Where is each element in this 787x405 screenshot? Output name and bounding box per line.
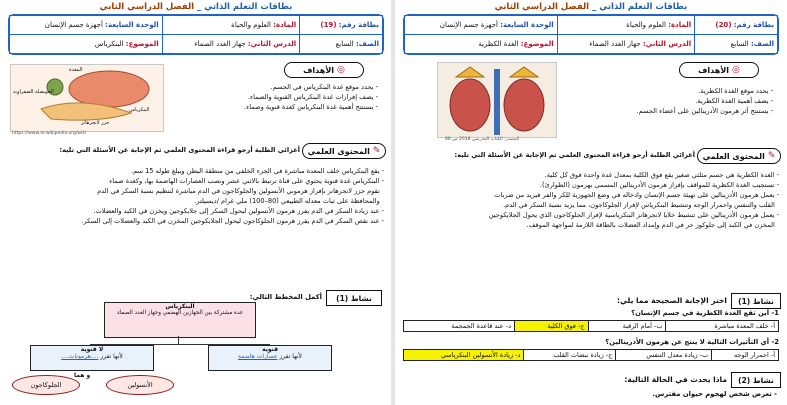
lesson-cell: الدرس الثاني: جهاز الغدد الصماء <box>557 35 694 54</box>
subject-cell: المادة: العلوم والحياة <box>557 16 694 35</box>
goal-item: - يحدد موقع الغدة الكظرية. <box>698 87 773 95</box>
kidney-drawing <box>438 63 556 137</box>
question-2: 2- أي التأثيرات التالية لا ينتج عن هرمون الأدرينالين؟ <box>605 338 779 346</box>
content-item: - يعمل هرمون الأدرينالين على تنشيط خلايا لانجرهانز البنكرياسية لإفراز الجلوكاجون الذي يحول الجلايكوجين <box>488 211 779 219</box>
diagram-node-exocrine: قنوية لأنها تفرز عصارات هاضمة <box>208 345 332 371</box>
image-label: جزر لانجرهانز <box>81 120 110 126</box>
unit-cell: الوحدة السابعة: أجهزة جسم الإنسان <box>10 16 163 35</box>
lesson-cell: الدرس الثاني: جهاز الغدد الصماء <box>162 35 299 54</box>
content-item: - عند زيادة السكر في الدم يفرز هرمون الأنسولين ليحول السكر إلى جلايكوجين ويخزن في الكبد والعضلات. <box>93 207 384 215</box>
q2-option-a[interactable]: أ- احمرار الوجه <box>712 350 779 361</box>
card-20-sheet <box>397 0 785 405</box>
goal-item: - يصف إفرازات غدة البنكرياس القنوية والصماء. <box>247 93 378 101</box>
card-number-cell: بطاقة رقم: (20) <box>695 16 778 35</box>
activity-1-label: نشاط (1) <box>326 290 382 306</box>
diagram-connector-text: و هما <box>74 372 91 379</box>
content-item: - يعمل هرمون الأدرينالين على تهيئة جسم الإنسان وادخاله في وضع الجهوزية للكر والفر فيزيد من ضربات <box>494 191 779 199</box>
content-heading: ✎ المحتوى العلمي <box>697 148 781 164</box>
subject-cell: المادة: العلوم والحياة <box>162 16 299 35</box>
image-label: الحويصلة الصفراوية <box>13 89 54 95</box>
goals-list <box>558 86 773 116</box>
oval-insulin: الأنسولين <box>106 375 174 395</box>
diagram-node-endocrine: لا قنوية لأنها تفرز ....هرمونات.... <box>30 345 154 371</box>
content-item: - عند نقص السكر في الدم يفرز هرمون الجلوكاجون ليحول الجلايكوجين المخزن في الكبد والعضلات إلى السكر. <box>81 217 384 225</box>
question-1: 1- أين تقع الغدة الكظرية في جسم الإنسان؟ <box>631 309 779 317</box>
q2-option-d[interactable]: د- زيادة الأنسولين البنكرياسي <box>404 350 524 361</box>
content-item: والمحافظة على ثبات معدله الطبيعي (80–100) ملي غرام /ديسيلتر. <box>194 197 380 205</box>
diagram-root: البنكرياس غدة مشتركة بين الجهازين الهضمي وجهاز الغدد الصماء <box>104 302 256 338</box>
book-icon: ✎ <box>767 151 776 161</box>
unit-cell: الوحدة السابعة: أجهزة جسم الإنسان <box>405 16 558 35</box>
q2-option-b[interactable]: ب- زيادة معدل التنفس <box>616 350 712 361</box>
page-divider <box>391 0 395 405</box>
case-text: - تعرض شخص لهجوم حيوان مفترس. <box>652 390 777 398</box>
oval-glucagon: الجلوكاجون <box>12 375 80 395</box>
goals-list <box>163 82 378 112</box>
instruction-text: أعزائي الطلبة أرجو قراءة المحتوى العلمي ثم الإجابة عن الأسئلة التي تليه: <box>454 151 695 159</box>
content-list <box>401 170 779 230</box>
instruction-text: أعزائي الطلبة أرجو قراءة المحتوى العلمي ثم الإجابة عن الأسئلة التي تليه: <box>59 146 300 154</box>
pancreas-illustration <box>10 64 164 132</box>
activity-2-label: نشاط (2) <box>731 372 781 388</box>
q1-option-c[interactable]: ج- فوق الكلية <box>515 321 589 332</box>
goal-item: - يستنتج أهمية غدة البنكرياس كغدة قنوية وصماء. <box>244 103 378 111</box>
q1-option-d[interactable]: د- عند قاعدة الجمجمة <box>404 321 515 332</box>
question-1-options <box>403 320 779 332</box>
goal-item: - يصف أهمية الغدة الكظرية. <box>695 97 773 105</box>
topic-cell: الموضوع: البنكرياس <box>10 35 163 54</box>
sheet-header: بطاقات التعلم الذاتي _ الفصل الدراسي الثاني <box>99 2 293 12</box>
goal-item: - يستنتج أثر هرمون الأدرينالين على أعضاء الجسم. <box>636 107 773 115</box>
target-icon: ◎ <box>732 65 740 75</box>
content-item: القلب والتنفس واحمرار الوجه وتنشيط البنكرياس لإفراز الجلوكاجون، مما يزيد نسبة السكر في الدم. <box>503 201 775 209</box>
target-icon: ◎ <box>337 65 345 75</box>
content-item: تقوم جزر لانجرهانز بإفراز هرموني الأنسولين والجلوكاجون في الدم مباشرة لتنظيم نسبة السكر في الدم <box>97 187 380 195</box>
grade-cell: الصف: السابع <box>695 35 778 54</box>
topic-cell: الموضوع: الغدة الكظرية <box>405 35 558 54</box>
activity-1-title: أكمل المخطط التالي: <box>249 293 322 301</box>
q1-option-b[interactable]: ب- أمام الرقبة <box>588 321 666 332</box>
adrenal-kidney-illustration <box>437 62 557 138</box>
activity-1-title: اختر الإجابة الصحيحة مما يلي: <box>616 296 727 305</box>
diagram-line <box>178 336 179 344</box>
grade-cell: الصف: السابع <box>300 35 383 54</box>
activity-1-label: نشاط (1) <box>731 293 781 309</box>
content-list <box>6 166 384 226</box>
q1-option-a[interactable]: أ- خلف المعدة مباشرة <box>666 321 779 332</box>
image-label: البنكرياس <box>129 107 150 113</box>
book-icon: ✎ <box>372 146 381 156</box>
activity-2-title: ماذا يحدث في الحالة التالية: <box>624 375 727 384</box>
card-19-sheet <box>2 0 390 405</box>
card-info-box <box>403 14 779 55</box>
goal-item: - يحدد موقع غدة البنكرياس في الجسم. <box>270 83 378 91</box>
content-item: المخزن في الكبد إلى جلوكوز حر في الدم وإمداد العضلات بالطاقة اللازمة لمواجهة الموقف. <box>526 221 775 229</box>
image-source: https://www.ar.wikipedia.org/wiki <box>12 131 87 136</box>
content-heading: ✎ المحتوى العلمي <box>302 143 386 159</box>
image-caption: المصدر: الكتاب المدرسي 2018 ص 88 <box>445 137 520 142</box>
content-item: - البنكرياس غدة قنوية يحتوي على قناة ترتبط بالاثني عشر وتصب العصارات الهاضمة بها، وكغدة صماء <box>109 177 384 185</box>
goals-heading: ◎ الأهداف <box>284 62 364 78</box>
q2-option-c[interactable]: ج- زيادة نبضات القلب <box>524 350 616 361</box>
image-label: المعدة <box>69 67 83 73</box>
content-item: - الغدة الكظرية هي جسم مثلثي صغير يقع فوق الكلية بمعدل غدة واحدة فوق كل كلية. <box>544 171 779 179</box>
card-info-box <box>8 14 384 55</box>
goals-heading: ◎ الأهداف <box>679 62 759 78</box>
content-item: - يقع البنكرياس خلف المعدة مباشرة في الجزء الخلفي من منطقة البطن ويبلغ طوله 15 سم. <box>131 167 384 175</box>
card-number-cell: بطاقة رقم: (19) <box>300 16 383 35</box>
question-2-options <box>403 349 779 361</box>
content-item: - تستجيب الغدة الكظرية للمواقف بإفراز هرمون الأدرينالين المسمى بهرمون (الطوارئ). <box>539 181 779 189</box>
sheet-header: بطاقات التعلم الذاتي _ الفصل الدراسي الثاني <box>494 2 688 12</box>
